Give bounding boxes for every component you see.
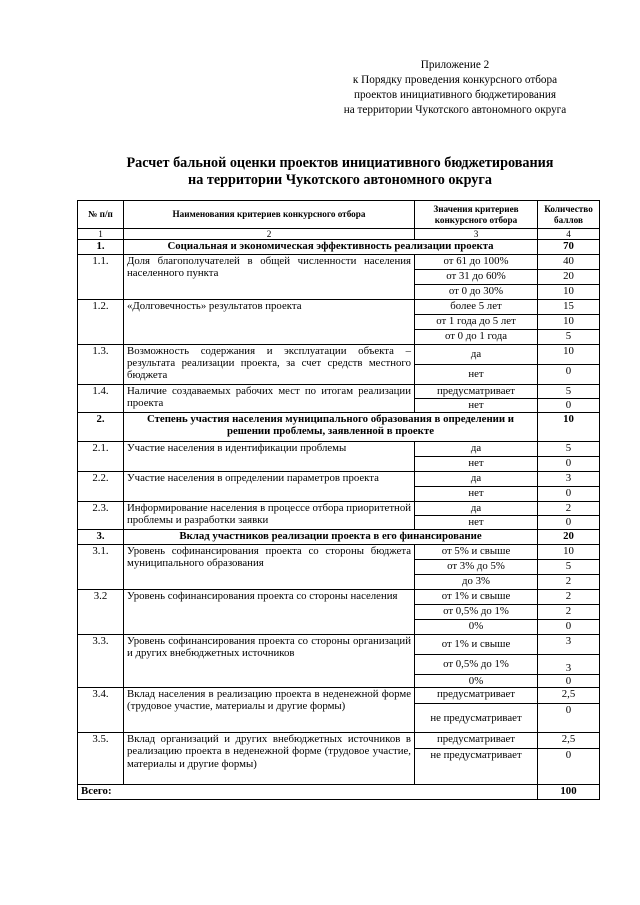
table-row: [78, 345, 600, 365]
table-row: [78, 442, 600, 457]
row-points: 3: [538, 655, 600, 675]
section-row: [78, 530, 600, 545]
row-value: от 3% до 5%: [415, 560, 538, 575]
row-value: нет: [415, 365, 538, 385]
table-row: [78, 385, 600, 399]
column-number: 3: [415, 229, 538, 240]
row-points: 40: [538, 255, 600, 270]
row-points: 5: [538, 330, 600, 345]
total-row: [78, 785, 600, 800]
table-row: [78, 688, 600, 704]
section-name: Вклад участников реализации проекта в его финансирование: [124, 530, 538, 545]
row-value: 0%: [415, 675, 538, 688]
row-value: предусматривает: [415, 733, 538, 749]
table-header-row: [78, 201, 600, 229]
section-num: 1.: [78, 240, 124, 255]
header-num: № п/п: [78, 201, 124, 229]
row-points: 15: [538, 300, 600, 315]
section-points: 70: [538, 240, 600, 255]
section-num: 3.: [78, 530, 124, 545]
header-points: Количество баллов: [538, 201, 600, 229]
row-value: нет: [415, 516, 538, 530]
row-points: 3: [538, 472, 600, 487]
row-criterion: Вклад организаций и других внебюджетных источников в реализацию проекта в неденежной форме (трудовое участие, материалы и другие формы): [124, 733, 415, 785]
section-row: [78, 240, 600, 255]
row-value: от 0,5% до 1%: [415, 605, 538, 620]
row-points: 10: [538, 545, 600, 560]
table-row: [78, 502, 600, 516]
row-num: 2.3.: [78, 502, 124, 530]
row-criterion: «Долговечность» результатов проекта: [124, 300, 415, 345]
row-value: от 1 года до 5 лет: [415, 315, 538, 330]
row-points: 2: [538, 575, 600, 590]
row-points: 5: [538, 560, 600, 575]
row-value: от 0 до 1 года: [415, 330, 538, 345]
row-points: 2: [538, 605, 600, 620]
row-points: 0: [538, 487, 600, 502]
row-criterion: Вклад населения в реализацию проекта в неденежной форме (трудовое участие, материалы и другие формы): [124, 688, 415, 733]
section-row: [78, 413, 600, 442]
row-num: 1.1.: [78, 255, 124, 300]
row-num: 3.5.: [78, 733, 124, 785]
row-num: 1.3.: [78, 345, 124, 385]
row-criterion: Участие населения в определении параметров проекта: [124, 472, 415, 502]
table-row: [78, 590, 600, 605]
row-points: 10: [538, 285, 600, 300]
row-value: да: [415, 502, 538, 516]
row-criterion: Возможность содержания и эксплуатации объекта – результата реализации проекта, за счет средств местного бюджета: [124, 345, 415, 385]
row-points: 0: [538, 749, 600, 785]
header-values: Значения критериев конкурсного отбора: [415, 201, 538, 229]
annex-line: к Порядку проведения конкурсного отбора: [352, 74, 558, 86]
row-value: предусматривает: [415, 688, 538, 704]
annex-line: проектов инициативного бюджетирования: [353, 89, 557, 101]
table-row: [78, 472, 600, 487]
row-points: 2: [538, 502, 600, 516]
total-points: 100: [538, 785, 600, 800]
row-points: 2,5: [538, 688, 600, 704]
row-criterion: Участие населения в идентификации проблемы: [124, 442, 415, 472]
row-num: 2.1.: [78, 442, 124, 472]
table-row: [78, 255, 600, 270]
row-value: да: [415, 345, 538, 365]
row-num: 3.1.: [78, 545, 124, 590]
row-value: не предусматривает: [415, 704, 538, 733]
column-number: 1: [78, 229, 124, 240]
total-label: Всего:: [78, 785, 538, 800]
row-points: 10: [538, 315, 600, 330]
annex-line: Приложение 2: [420, 59, 490, 71]
row-points: 2: [538, 590, 600, 605]
row-points: 2,5: [538, 733, 600, 749]
column-number-row: [78, 229, 600, 240]
row-value: от 61 до 100%: [415, 255, 538, 270]
row-points: 0: [538, 457, 600, 472]
section-num: 2.: [78, 413, 124, 442]
column-number: 2: [124, 229, 415, 240]
column-number: 4: [538, 229, 600, 240]
row-value: от 1% и свыше: [415, 590, 538, 605]
document-title: [70, 155, 610, 189]
row-criterion: Информирование населения в процессе отбора приоритетной проблемы и разработки заявки: [124, 502, 415, 530]
row-value: от 0 до 30%: [415, 285, 538, 300]
row-value: более 5 лет: [415, 300, 538, 315]
row-points: 0: [538, 516, 600, 530]
row-value: от 1% и свыше: [415, 635, 538, 655]
row-value: да: [415, 472, 538, 487]
table-row: [78, 733, 600, 749]
row-num: 3.4.: [78, 688, 124, 733]
row-value: 0%: [415, 620, 538, 635]
table-row: [78, 545, 600, 560]
row-points: 5: [538, 442, 600, 457]
table-row: [78, 635, 600, 655]
row-criterion: Уровень софинансирования проекта со стороны бюджета муниципального образования: [124, 545, 415, 590]
section-points: 10: [538, 413, 600, 442]
row-num: 2.2.: [78, 472, 124, 502]
row-points: 0: [538, 675, 600, 688]
criteria-table: [77, 200, 600, 800]
annex-header: [300, 58, 610, 118]
title-line: на территории Чукотского автономного округа: [188, 172, 492, 188]
row-num: 1.4.: [78, 385, 124, 413]
row-criterion: Наличие создаваемых рабочих мест по итогам реализации проекта: [124, 385, 415, 413]
row-criterion: Уровень софинансирования проекта со стороны населения: [124, 590, 415, 635]
annex-line: на территории Чукотского автономного округа: [343, 104, 567, 116]
row-points: 5: [538, 385, 600, 399]
row-value: нет: [415, 457, 538, 472]
row-value: от 0,5% до 1%: [415, 655, 538, 675]
row-value: нет: [415, 487, 538, 502]
row-value: нет: [415, 399, 538, 413]
row-num: 3.3.: [78, 635, 124, 688]
row-value: от 31 до 60%: [415, 270, 538, 285]
row-value: предусматривает: [415, 385, 538, 399]
row-criterion: Уровень софинансирования проекта со стороны организаций и других внебюджетных источников: [124, 635, 415, 688]
row-points: 0: [538, 365, 600, 385]
row-points: 20: [538, 270, 600, 285]
row-criterion: Доля благополучателей в общей численности населения населенного пункта: [124, 255, 415, 300]
row-points: 0: [538, 704, 600, 733]
header-criteria: Наименования критериев конкурсного отбора: [124, 201, 415, 229]
title-line: Расчет бальной оценки проектов инициативного бюджетирования: [126, 155, 554, 171]
row-points: 10: [538, 345, 600, 365]
row-points: 0: [538, 620, 600, 635]
row-value: до 3%: [415, 575, 538, 590]
section-name: Степень участия населения муниципального образования в определении и решении проблемы, заявленной в проекте: [124, 413, 538, 442]
row-num: 1.2.: [78, 300, 124, 345]
section-name: Социальная и экономическая эффективность реализации проекта: [124, 240, 538, 255]
table-row: [78, 300, 600, 315]
section-points: 20: [538, 530, 600, 545]
row-value: да: [415, 442, 538, 457]
row-num: 3.2: [78, 590, 124, 635]
row-value: от 5% и свыше: [415, 545, 538, 560]
row-value: не предусматривает: [415, 749, 538, 785]
row-points: 3: [538, 635, 600, 655]
row-points: 0: [538, 399, 600, 413]
